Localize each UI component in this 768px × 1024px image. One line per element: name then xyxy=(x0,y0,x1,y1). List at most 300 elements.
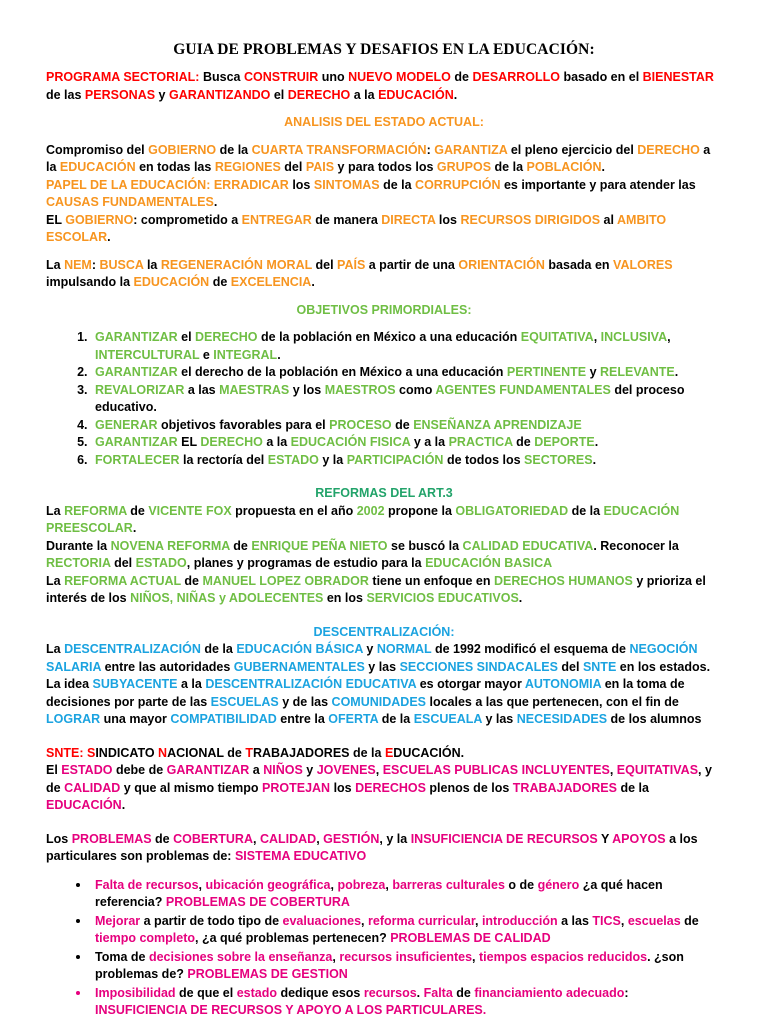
text-run: y prioriza el interés de los xyxy=(46,573,706,605)
text-run: tiene un enfoque en xyxy=(368,573,494,588)
text-run: . xyxy=(592,452,597,467)
highlighted-term: NEGOCIÓN SALARIA xyxy=(46,642,698,674)
text-run: y los xyxy=(289,382,325,397)
text-run: de la xyxy=(491,160,527,174)
text-run: a las xyxy=(557,913,593,928)
text-run: y la xyxy=(318,452,347,467)
text-run: . xyxy=(107,230,111,244)
text-run: los xyxy=(288,177,314,192)
highlighted-term: SNTE: S xyxy=(46,745,96,760)
highlighted-term: financiamiento adecuado xyxy=(474,985,625,1000)
highlighted-term: TRABAJADORES xyxy=(512,780,617,795)
highlighted-term: evaluaciones xyxy=(282,913,362,928)
text-run: objetivos favorables para el xyxy=(157,417,330,432)
text-run: , xyxy=(332,949,340,964)
text-run: a partir de una xyxy=(365,257,459,272)
objetivo-item xyxy=(91,329,722,364)
text-run: Busca xyxy=(199,70,244,84)
text-run: La idea xyxy=(46,677,93,691)
text-run: : xyxy=(624,985,629,1000)
objetivo-item xyxy=(91,417,722,435)
highlighted-term: AGENTES FUNDAMENTALES xyxy=(435,382,611,397)
text-run: de la población en México a una educación xyxy=(257,330,521,344)
highlighted-term: RECURSOS DIRIGIDOS xyxy=(460,212,601,227)
problemas-paragraph xyxy=(46,831,722,866)
highlighted-term: recursos xyxy=(363,985,417,1000)
highlighted-term: DERECHOS xyxy=(355,780,426,795)
highlighted-term: PAPEL DE LA EDUCACIÓN: ERRADICAR xyxy=(46,177,289,192)
text-run: a las xyxy=(184,382,220,397)
highlighted-term: REGIONES xyxy=(214,160,281,174)
text-run: a la xyxy=(46,142,711,174)
text-run: del xyxy=(312,257,338,272)
highlighted-term: SNTE xyxy=(582,659,617,674)
text-run: La xyxy=(46,642,65,656)
text-run: basado en el xyxy=(559,70,643,84)
highlighted-term: COMPATIBILIDAD xyxy=(170,712,277,726)
highlighted-term: MAESTROS xyxy=(324,382,396,397)
text-run: propuesta en el año xyxy=(231,503,357,518)
highlighted-term: CUARTA TRANSFORMACIÓN xyxy=(251,142,427,157)
text-run: los xyxy=(435,212,461,227)
objetivos-heading: OBJETIVOS PRIMORDIALES: xyxy=(296,302,472,317)
text-run: y las xyxy=(364,659,400,674)
text-run: y xyxy=(586,365,600,379)
highlighted-term: ESCUELAS PUBLICAS INCLUYENTES xyxy=(382,763,610,777)
highlighted-term: ESTADO xyxy=(135,556,187,570)
highlighted-term: DERECHO xyxy=(637,142,700,157)
text-run: y que al mismo tiempo xyxy=(120,780,263,795)
highlighted-term: COMUNIDADES xyxy=(331,694,426,709)
text-run: plenos de los xyxy=(425,780,513,795)
highlighted-term: pobreza xyxy=(337,877,386,892)
text-run: . xyxy=(518,591,523,605)
highlighted-term: VICENTE FOX xyxy=(148,503,232,518)
highlighted-term: DESCENTRALIZACIÓN EDUCATIVA xyxy=(205,677,417,691)
highlighted-term: DEPORTE xyxy=(534,435,595,449)
text-run: y de las xyxy=(278,694,332,709)
descentralizacion-heading: DESCENTRALIZACIÓN: xyxy=(313,624,455,639)
text-run: , xyxy=(198,877,206,892)
highlighted-term: GUBERNAMENTALES xyxy=(233,659,365,674)
text-run: en los xyxy=(323,591,367,605)
text-run: de la xyxy=(378,712,414,726)
text-run: . xyxy=(213,195,218,209)
text-run: el xyxy=(177,330,196,344)
reformas-paragraph xyxy=(46,503,722,608)
text-run: de xyxy=(229,538,252,553)
highlighted-term: recursos insuficientes xyxy=(339,949,473,964)
text-run: de xyxy=(450,70,473,84)
highlighted-term: FORTALECER xyxy=(95,452,180,467)
highlighted-term: APOYOS xyxy=(612,831,666,846)
text-run: DUCACIÓN. xyxy=(393,745,465,760)
highlighted-term: Falta de recursos xyxy=(95,877,199,892)
highlighted-term: EDUCACIÓN PREESCOLAR xyxy=(46,503,680,535)
text-run: impulsando la xyxy=(46,275,134,289)
highlighted-term: ENTREGAR xyxy=(241,212,312,227)
text-run: , xyxy=(385,877,393,892)
analisis-paragraph xyxy=(46,142,722,247)
highlighted-term: CORRUPCIÓN xyxy=(415,177,501,192)
highlighted-term: Mejorar xyxy=(95,913,141,928)
text-run: Los xyxy=(46,831,72,846)
highlighted-term: EQUITATIVA xyxy=(520,330,594,344)
highlighted-term: Falta xyxy=(423,985,453,1000)
highlighted-term: DERECHO xyxy=(287,87,351,102)
highlighted-term: GARANTIZAR xyxy=(95,330,178,344)
highlighted-term: PAIS xyxy=(305,160,335,174)
reformas-heading: REFORMAS DEL ART.3 xyxy=(315,486,453,500)
highlighted-term: Imposibilidad xyxy=(95,985,176,1000)
text-run: se buscó la xyxy=(387,538,463,553)
text-run: a xyxy=(249,763,264,777)
text-run: la rectoría del xyxy=(179,452,268,467)
text-run: entre la xyxy=(276,712,329,726)
highlighted-term: T xyxy=(245,745,253,760)
highlighted-term: REVALORIZAR xyxy=(95,382,185,397)
highlighted-term: MANUEL LOPEZ OBRADOR xyxy=(202,573,369,588)
highlighted-term: SECTORES xyxy=(524,452,593,467)
text-run: . xyxy=(277,347,281,362)
highlighted-term: REFORMA xyxy=(64,503,127,518)
highlighted-term: BUSCA xyxy=(99,257,144,272)
highlighted-term: DERECHO xyxy=(195,330,258,344)
highlighted-term: TICS xyxy=(592,913,621,928)
text-run: y para todos los xyxy=(334,160,437,174)
highlighted-term: CALIDAD xyxy=(64,780,121,795)
highlighted-term: NORMAL xyxy=(376,642,432,656)
highlighted-term: ESCUEALA xyxy=(413,712,482,726)
text-run: , xyxy=(609,763,617,777)
highlighted-term: EDUCACIÓN xyxy=(46,798,122,812)
text-run: entre las autoridades xyxy=(101,659,234,674)
highlighted-term: tiempo completo xyxy=(95,931,196,945)
text-run: el xyxy=(270,87,288,102)
highlighted-term: GENERAR xyxy=(95,417,158,432)
highlighted-term: INCLUSIVA xyxy=(600,330,668,344)
highlighted-term: GOBIERNO xyxy=(148,142,217,157)
highlighted-term: GRUPOS xyxy=(436,160,492,174)
text-run: La xyxy=(46,573,65,588)
highlighted-term: SERVICIOS EDUCATIVOS xyxy=(366,591,519,605)
text-run: al xyxy=(600,212,617,227)
highlighted-term: SINTOMAS xyxy=(313,177,380,192)
highlighted-term: GESTIÓN xyxy=(323,831,380,846)
highlighted-term: PERSONAS xyxy=(84,87,156,102)
text-run: una mayor xyxy=(100,712,171,726)
highlighted-term: PROBLEMAS xyxy=(71,831,152,846)
highlighted-term: NIÑOS xyxy=(263,763,303,777)
highlighted-term: PROGRAMA SECTORIAL: xyxy=(46,70,200,84)
text-run: de manera xyxy=(311,212,382,227)
programa-sectorial-paragraph xyxy=(46,69,722,104)
highlighted-term: introducción xyxy=(481,913,558,928)
highlighted-term: EXCELENCIA xyxy=(230,275,312,289)
highlighted-term: PROBLEMAS DE COBERTURA xyxy=(165,895,350,909)
text-run: el derecho de la población en México a una educación xyxy=(177,365,507,379)
text-run: . xyxy=(453,87,458,102)
text-run: , xyxy=(472,949,479,964)
highlighted-term: JOVENES xyxy=(316,763,376,777)
highlighted-term: OFERTA xyxy=(328,712,379,726)
text-run: del xyxy=(280,160,306,174)
highlighted-term: PROBLEMAS DE CALIDAD xyxy=(390,931,551,945)
highlighted-term: reforma curricular xyxy=(368,913,475,928)
text-run: basada en xyxy=(544,257,614,272)
text-run: de xyxy=(680,913,699,928)
highlighted-term: RECTORIA xyxy=(46,556,111,570)
text-run: , y de xyxy=(46,763,712,795)
highlighted-term: CONSTRUIR xyxy=(243,70,319,84)
text-run: de xyxy=(391,417,414,432)
text-run: Y xyxy=(597,831,613,846)
text-run: de xyxy=(126,503,149,518)
text-run: ¿a qué hacen referencia? xyxy=(95,877,663,909)
problema-bullet-item xyxy=(91,876,722,912)
text-run: : xyxy=(91,257,100,272)
highlighted-term: ORIENTACIÓN xyxy=(458,257,545,272)
text-run: de xyxy=(151,831,174,846)
highlighted-term: ESTADO xyxy=(267,452,319,467)
text-run: de xyxy=(452,985,475,1000)
text-run: Compromiso del xyxy=(46,142,149,157)
text-run: de xyxy=(180,573,203,588)
text-run: debe de xyxy=(112,763,167,777)
highlighted-term: E xyxy=(384,745,394,760)
highlighted-term: escuelas xyxy=(627,913,681,928)
highlighted-term: DERECHO xyxy=(200,435,263,449)
highlighted-term: EQUITATIVAS xyxy=(616,763,699,777)
text-run: de los alumnos xyxy=(607,712,702,726)
highlighted-term: SISTEMA EDUCATIVO xyxy=(234,849,367,863)
highlighted-term: INSUFICIENCIA DE RECURSOS Y APOYO A LOS PARTICULARES. xyxy=(95,1003,487,1017)
text-run: es otorgar mayor xyxy=(416,677,525,691)
highlighted-term: género xyxy=(537,877,580,892)
highlighted-term: GARANTIZAR xyxy=(95,435,178,449)
highlighted-term: CALIDAD xyxy=(259,831,317,846)
text-run: , planes y programas de estudio para la xyxy=(186,556,426,570)
text-run: : xyxy=(426,142,435,157)
highlighted-term: PROCESO xyxy=(329,417,392,432)
highlighted-term: NIÑOS, NIÑAS y ADOLECENTES xyxy=(130,591,324,605)
text-run: el pleno ejercicio del xyxy=(507,142,638,157)
highlighted-term: AUTONOMIA xyxy=(524,677,602,691)
highlighted-term: GARANTIZA xyxy=(434,142,508,157)
highlighted-term: tiempos espacios reducidos xyxy=(478,949,648,964)
text-run: de xyxy=(209,275,231,289)
highlighted-term: INTERCULTURAL xyxy=(95,347,200,362)
text-run: , xyxy=(361,913,368,928)
highlighted-term: decisiones sobre la enseñanza xyxy=(148,949,333,964)
highlighted-term: barreras culturales xyxy=(392,877,505,892)
highlighted-term: ENRIQUE PEÑA NIETO xyxy=(251,538,388,553)
highlighted-term: REFORMA ACTUAL xyxy=(64,573,181,588)
text-run: . ¿son problemas de? xyxy=(95,949,684,981)
text-run: en la toma de decisiones por parte de las xyxy=(46,677,685,709)
text-run: : comprometido a xyxy=(133,212,242,227)
highlighted-term: PROTEJAN xyxy=(262,780,331,795)
highlighted-term: PERTINENTE xyxy=(506,365,587,379)
text-run: a la xyxy=(262,435,291,449)
highlighted-term: COBERTURA xyxy=(173,831,253,846)
text-run: , xyxy=(620,913,628,928)
text-run: de la xyxy=(379,177,416,192)
text-run: en los estados. xyxy=(616,659,711,674)
problemas-bullet-list xyxy=(46,876,722,1020)
text-run: locales a las que pertenecen, con el fin de xyxy=(426,694,679,709)
highlighted-term: INSUFICIENCIA DE RECURSOS xyxy=(410,831,598,846)
highlighted-term: VALORES xyxy=(613,257,673,272)
text-run: de que el xyxy=(175,985,237,1000)
highlighted-term: NEM xyxy=(64,257,92,272)
text-run: a la xyxy=(177,677,206,691)
text-run: de la xyxy=(616,780,649,795)
text-run: y xyxy=(155,87,169,102)
objetivo-item xyxy=(91,452,722,470)
text-run: Durante la xyxy=(46,538,111,553)
highlighted-term: NECESIDADES xyxy=(516,712,608,726)
text-run: La xyxy=(46,257,65,272)
highlighted-term: GARANTIZAR xyxy=(166,763,250,777)
highlighted-term: OBLIGATORIEDAD xyxy=(455,503,569,518)
text-run: y xyxy=(362,642,377,656)
text-run: , xyxy=(252,831,260,846)
highlighted-term: INTEGRAL xyxy=(213,347,278,362)
highlighted-term: PARTICIPACIÓN xyxy=(346,452,444,467)
highlighted-term: RELEVANTE xyxy=(600,365,675,379)
highlighted-term: LOGRAR xyxy=(46,712,101,726)
highlighted-term: EDUCACIÓN xyxy=(59,160,136,174)
text-run: , ¿a qué problemas pertenecen? xyxy=(195,931,391,945)
text-run: ACIONAL de xyxy=(167,745,246,760)
highlighted-term: PROBLEMAS DE GESTION xyxy=(187,967,348,981)
highlighted-term: EDUCACIÓN FISICA xyxy=(290,435,411,449)
text-run: de xyxy=(512,435,535,449)
text-run: o de xyxy=(504,877,538,892)
text-run: , xyxy=(375,763,383,777)
highlighted-term: EDUCACIÓN BÁSICA xyxy=(236,642,363,656)
text-run: a la xyxy=(350,87,379,102)
highlighted-term: EDUCACIÓN xyxy=(378,87,454,102)
text-run: . xyxy=(416,985,424,1000)
highlighted-term: NOVENA REFORMA xyxy=(110,538,230,553)
text-run: La xyxy=(46,503,65,518)
text-run: , xyxy=(593,330,601,344)
highlighted-term: NUEVO MODELO xyxy=(348,70,451,84)
highlighted-term: ESTADO xyxy=(61,763,113,777)
highlighted-term: ENSEÑANZA APRENDIZAJE xyxy=(413,417,582,432)
text-run: INDICATO xyxy=(95,745,159,760)
text-run: , xyxy=(330,877,338,892)
text-run: . Reconocer la xyxy=(593,538,679,553)
objetivos-list xyxy=(46,329,722,469)
text-run: EL xyxy=(46,212,66,227)
text-run: , xyxy=(667,330,671,344)
problema-bullet-item xyxy=(91,912,722,948)
text-run: . xyxy=(311,275,315,289)
analisis-heading: ANALISIS DEL ESTADO ACTUAL: xyxy=(284,115,484,129)
text-run: la xyxy=(143,257,161,272)
highlighted-term: GOBIERNO xyxy=(65,212,134,227)
text-run: uno xyxy=(318,70,349,84)
highlighted-term: GARANTIZANDO xyxy=(168,87,271,102)
highlighted-term: ESCUELAS xyxy=(210,694,279,709)
highlighted-term: POBLACIÓN xyxy=(526,160,602,174)
highlighted-term: ubicación geográfica xyxy=(205,877,331,892)
text-run: e xyxy=(199,347,214,362)
text-run: de todos los xyxy=(443,452,525,467)
text-run: . xyxy=(601,160,605,174)
text-run: RABAJADORES de la xyxy=(252,745,385,760)
highlighted-term: DERECHOS HUMANOS xyxy=(493,573,633,588)
text-run: de las xyxy=(46,87,85,102)
snte-paragraph xyxy=(46,745,722,815)
highlighted-term: CALIDAD EDUCATIVA xyxy=(462,538,594,553)
highlighted-term: AMBITO ESCOLAR xyxy=(46,212,667,244)
text-run: de la xyxy=(200,642,237,656)
nem-paragraph xyxy=(46,257,722,292)
descentralizacion-paragraph xyxy=(46,641,722,729)
highlighted-term: REGENERACIÓN MORAL xyxy=(160,257,313,272)
highlighted-term: PRACTICA xyxy=(448,435,513,449)
text-run: propone la xyxy=(384,503,456,518)
text-run: los xyxy=(330,780,356,795)
objetivo-item xyxy=(91,382,722,417)
highlighted-term: EDUCACIÓN BASICA xyxy=(425,556,553,570)
text-run: en todas las xyxy=(135,160,215,174)
text-run: Toma de xyxy=(95,949,149,964)
text-run: , xyxy=(475,913,482,928)
text-run: , y la xyxy=(379,831,411,846)
text-run: a partir de todo tipo de xyxy=(140,913,283,928)
text-run: . xyxy=(594,435,599,449)
highlighted-term: BIENESTAR xyxy=(642,70,714,84)
text-run: del xyxy=(557,659,583,674)
objetivo-item xyxy=(91,364,722,382)
text-run: . xyxy=(674,365,679,379)
highlighted-term: SUBYACENTE xyxy=(92,677,178,691)
highlighted-term: N xyxy=(158,745,168,760)
text-run: de la xyxy=(568,503,604,518)
text-run: y las xyxy=(481,712,517,726)
text-run: y xyxy=(302,763,317,777)
highlighted-term: SECCIONES SINDACALES xyxy=(399,659,558,674)
text-run: y a la xyxy=(410,435,449,449)
highlighted-term: EDUCACIÓN xyxy=(133,275,210,289)
text-run: , xyxy=(316,831,324,846)
text-run: dedique esos xyxy=(277,985,364,1000)
text-run: . xyxy=(121,798,126,812)
highlighted-term: MAESTRAS xyxy=(219,382,290,397)
text-run: de 1992 modificó el esquema de xyxy=(431,642,630,656)
highlighted-term: estado xyxy=(236,985,277,1000)
text-run: del xyxy=(110,556,136,570)
problema-bullet-item xyxy=(91,948,722,984)
highlighted-term: GARANTIZAR xyxy=(95,365,178,379)
highlighted-term: PAÍS xyxy=(337,257,366,272)
text-run: de la xyxy=(216,142,252,157)
text-run: . xyxy=(132,521,137,535)
text-run: es importante y para atender las xyxy=(500,177,696,192)
text-run: a los particulares son problemas de: xyxy=(46,831,698,863)
text-run: EL xyxy=(177,435,201,449)
text-run: como xyxy=(395,382,436,397)
text-run: El xyxy=(46,763,62,777)
highlighted-term: CAUSAS FUNDAMENTALES xyxy=(46,195,214,209)
highlighted-term: 2002 xyxy=(356,503,385,518)
highlighted-term: DESARROLLO xyxy=(472,70,560,84)
